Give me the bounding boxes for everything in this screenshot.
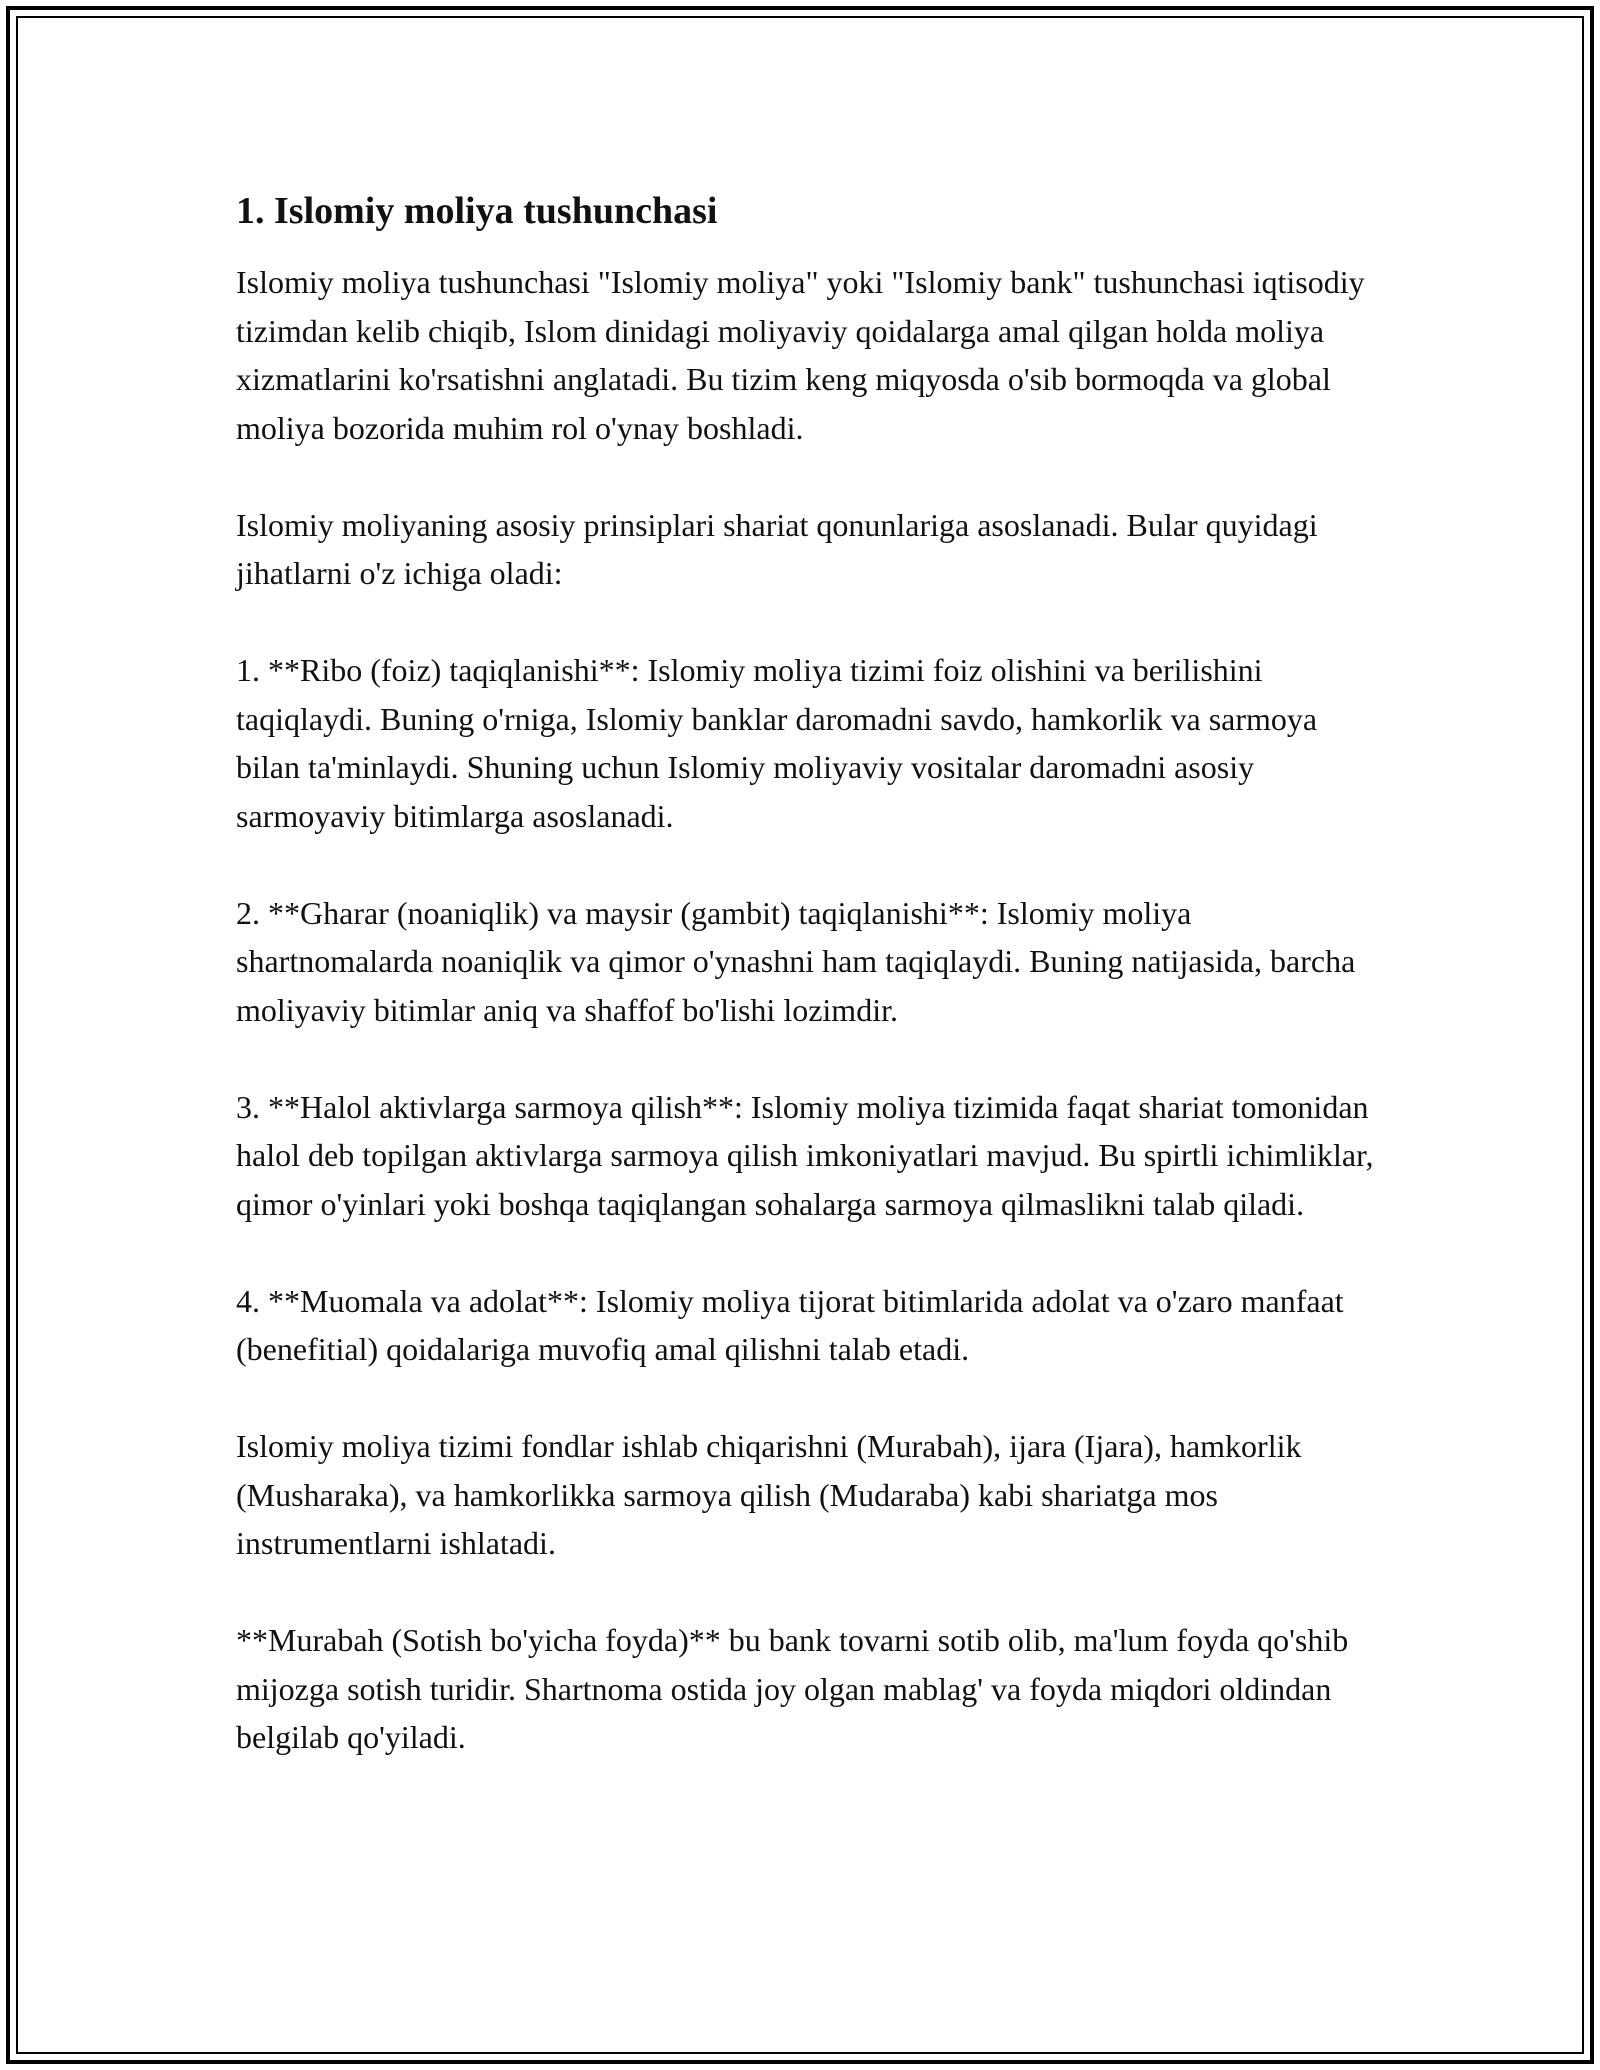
paragraph-murabaha: **Murabah (Sotish bo'yicha foyda)** bu bank tovarni sotib olib, ma'lum foyda qo'shib mijozga sotish turidir. Shartnoma ostida joy olgan mablag' va foyda miqdori oldindan belgilab qo'yiladi. — [236, 1622, 1349, 1755]
paragraph-halal-assets: 3. **Halol aktivlarga sarmoya qilish**: Islomiy moliya tizimida faqat shariat tomonidan halol deb topilgan aktivlarga sarmoya qilish imkoniyatlari mavjud. Bu spirtli ichimliklar, qimor o'yinlari yoki boshqa taqiqlangan sohalarga sarmoya qilmaslikni talab qiladi. — [236, 1088, 1374, 1222]
section-heading: 1. Islomiy moliya tushunchasi — [236, 190, 718, 232]
paragraph-principles: Islomiy moliyaning asosiy prinsiplari shariat qonunlariga asoslanadi. Bular quyidagi jihatlarni o'z ichiga oladi: — [236, 506, 1318, 591]
paragraph-intro: Islomiy moliya tushunchasi "Islomiy moliya" yoki "Islomiy bank" tushunchasi iqtisodiy tizimdan kelib chiqib, Islom dinidagi moliyaviy qoidalarga amal qilgan holda moliya xizmatlarini ko'rsatishni anglatadi. Bu tizim keng miqyosda o'sib bormoqda va global moliya bozorida muhim rol o'ynay boshladi. — [236, 264, 1365, 446]
paragraph-fairness: 4. **Muomala va adolat**: Islomiy moliya tijorat bitimlarida adolat va o'zaro manfaat (benefitial) qoidalariga muvofiq amal qilishni talab etadi. — [236, 1282, 1344, 1367]
paragraph-riba: 1. **Ribo (foiz) taqiqlanishi**: Islomiy moliya tizimi foiz olishini va berilishini taqiqlaydi. Buning o'rniga, Islomiy banklar daromadni savdo, hamkorlik va sarmoya bilan ta'minlaydi. Shuning uchun Islomiy moliyaviy vositalar daromadni asosiy sarmoyaviy bitimlarga asoslanadi. — [236, 652, 1318, 834]
document-body — [236, 186, 1386, 1762]
paragraph-gharar: 2. **Gharar (noaniqlik) va maysir (gambit) taqiqlanishi**: Islomiy moliya shartnomalarda noaniqlik va qimor o'ynashni ham taqiqlaydi. Buning natijasida, barcha moliyaviy bitimlar aniq va shaffof bo'lishi lozimdir. — [236, 894, 1356, 1028]
paragraph-instruments: Islomiy moliya tizimi fondlar ishlab chiqarishni (Murabah), ijara (Ijara), hamkorlik (Musharaka), va hamkorlikka sarmoya qilish (Mudaraba) kabi shariatga mos instrumentlarni ishlatadi. — [236, 1428, 1302, 1561]
